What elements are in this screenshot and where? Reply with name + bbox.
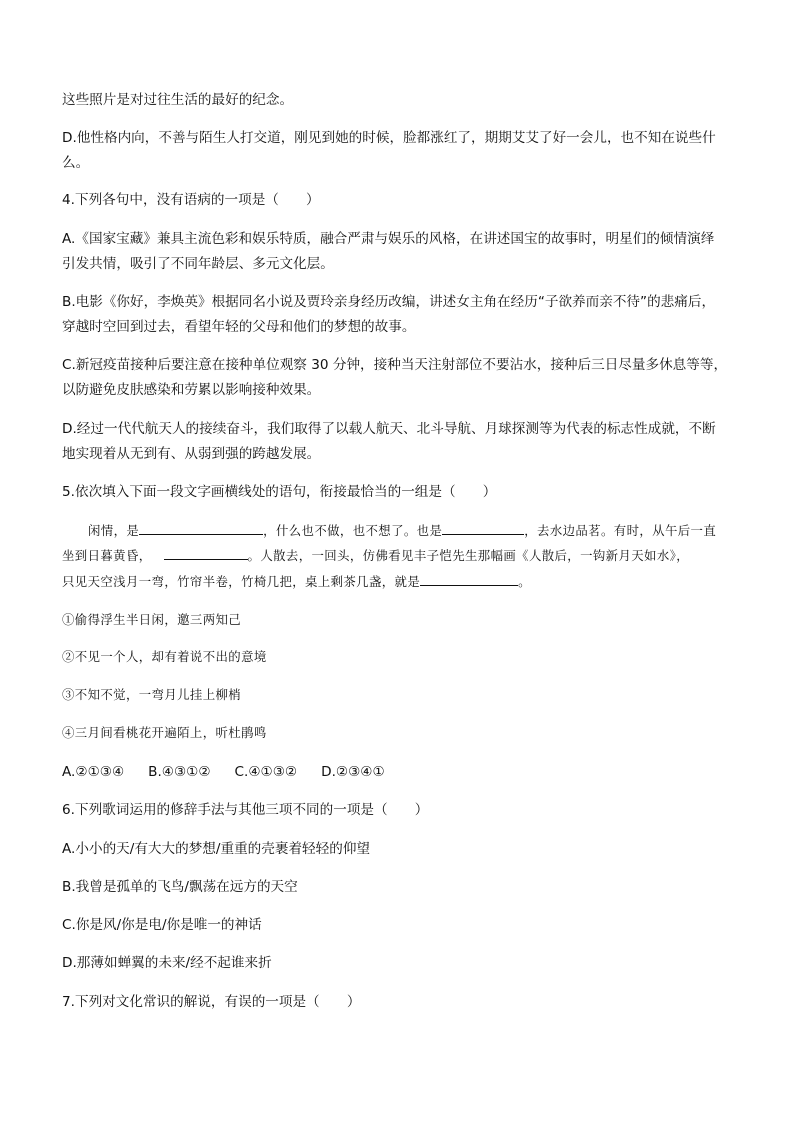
q5-passage-text: ，去水边品茗。有时，从午后一直 [524, 523, 717, 538]
q4-option-d-line2: 地实现着从无到有、从弱到强的跨越发展。 [62, 446, 321, 462]
blank-2 [442, 521, 524, 535]
q7-stem: 7.下列对文化常识的解说，有误的一项是（ ） [62, 994, 361, 1010]
q3-option-d-line1: D.他性格内向，不善与陌生人打交道，刚见到她的时候，脸都涨红了，期期艾艾了好一会儿，也不知在说些什 [62, 130, 716, 146]
q6-option-b: B.我曾是孤单的飞鸟/飘荡在远方的天空 [62, 879, 298, 895]
q5-sentence-3: ③不知不觉，一弯月儿挂上柳梢 [62, 687, 242, 702]
q4-option-d-line1: D.经过一代代航天人的接续奋斗，我们取得了以载人航天、北斗导航、月球探测等为代表的标志性成就，不断 [62, 421, 716, 437]
q5-choice-d: D.②③④① [321, 764, 385, 780]
q5-passage-line3 [62, 572, 531, 592]
q5-passage-text: 闲情，是 [88, 523, 140, 538]
q6-stem: 6.下列歌词运用的修辞手法与其他三项不同的一项是（ ） [62, 802, 429, 818]
q4-option-b-line2: 穿越时空回到过去，看望年轻的父母和他们的梦想的故事。 [62, 319, 416, 335]
blank-4 [420, 572, 518, 586]
q5-sentence-2: ②不见一个人，却有着说不出的意境 [62, 649, 267, 664]
q3-option-c-end: 这些照片是对过往生活的最好的纪念。 [62, 92, 294, 108]
q5-sentence-1: ①偷得浮生半日闲，邀三两知己 [62, 612, 242, 627]
q5-choice-a: A.②①③④ [62, 764, 125, 780]
q5-sentence-4: ④三月间看桃花开遍陌上，听杜鹃鸣 [62, 725, 267, 740]
blank-3 [164, 546, 248, 560]
q5-passage-text: 坐到日暮黄昏， [62, 548, 152, 563]
q4-option-a-line2: 引发共情，吸引了不同年龄层、多元文化层。 [62, 256, 334, 272]
q4-stem: 4.下列各句中，没有语病的一项是（ ） [62, 192, 320, 208]
q4-option-a-line1: A.《国家宝藏》兼具主流色彩和娱乐特质，融合严肃与娱乐的风格，在讲述国宝的故事时，明星们的倾情演绎 [62, 231, 715, 247]
q5-choice-b: B.④③①② [148, 764, 211, 780]
q4-option-c-line1: C.新冠疫苗接种后要注意在接种单位观察 30 分钟，接种当天注射部位不要沾水，接种后三日尽量多休息等等， [62, 357, 728, 373]
q5-passage-text: 只见天空浅月一弯，竹帘半卷，竹椅几把，桌上剩茶几盏，就是 [62, 574, 421, 589]
q6-option-c: C.你是风/你是电/你是唯一的神话 [62, 917, 262, 933]
q5-choice-c: C.④①③② [234, 764, 298, 780]
q6-option-d: D.那薄如蝉翼的未来/经不起谁来折 [62, 955, 272, 971]
blank-1 [139, 521, 263, 535]
q5-passage-line1 [88, 521, 716, 541]
q5-choices [62, 762, 385, 782]
q4-option-c-line2: 以防避免皮肤感染和劳累以影响接种效果。 [62, 382, 321, 398]
q6-option-a: A.小小的天/有大大的梦想/重重的壳裹着轻轻的仰望 [62, 841, 371, 857]
q5-passage-text: 。 [518, 574, 531, 589]
q5-stem: 5.依次填入下面一段文字画横线处的语句，衔接最恰当的一组是（ ） [62, 484, 497, 500]
q5-passage-text: 。人散去，一回头，仿佛看见丰子恺先生那幅画《人散后，一钩新月天如水》， [247, 548, 690, 563]
q5-passage-line2 [62, 546, 689, 566]
q5-passage-text: ，什么也不做，也不想了。也是 [263, 523, 443, 538]
q4-option-b-line1: B.电影《你好，李焕英》根据同名小说及贾玲亲身经历改编，讲述女主角在经历“子欲养而亲不待”的悲痛后， [62, 294, 716, 310]
q3-option-d-line2: 么。 [62, 155, 90, 171]
